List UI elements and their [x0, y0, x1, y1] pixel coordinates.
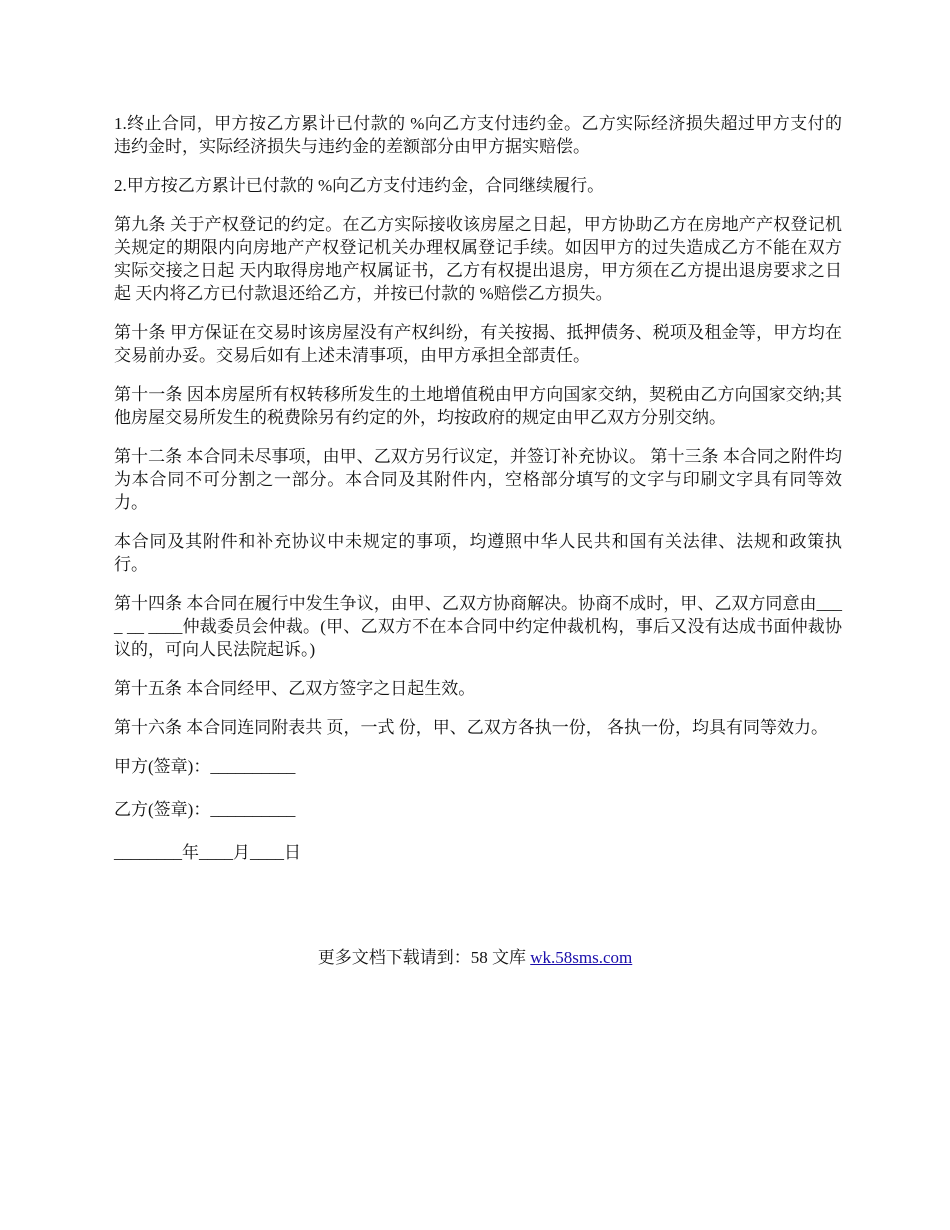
signature-date: ________年____月____日 — [114, 843, 301, 862]
paragraph-article-14: 第十四条 本合同在履行中发生争议，由甲、乙双方协商解决。协商不成时，甲、乙双方同意由____ __ ____仲裁委员会仲裁。(甲、乙双方不在本合同中约定仲裁机构，事后又没有达成书面仲裁协议的，可向人民法院起诉。) — [114, 594, 842, 659]
paragraph-article-10: 第十条 甲方保证在交易时该房屋没有产权纠纷，有关按揭、抵押债务、税项及租金等，甲方均在交易前办妥。交易后如有上述未清事项，由甲方承担全部责任。 — [114, 323, 842, 365]
signature-party-a: 甲方(签章)：__________ — [114, 757, 296, 776]
paragraph-article-15: 第十五条 本合同经甲、乙双方签字之日起生效。 — [114, 679, 476, 698]
footer — [0, 946, 950, 969]
paragraph-continue-clause: 2.甲方按乙方累计已付款的 %向乙方支付违约金，合同继续履行。 — [114, 176, 605, 195]
paragraph-article-9: 第九条 关于产权登记的约定。在乙方实际接收该房屋之日起，甲方协助乙方在房地产产权登记机关规定的期限内向房地产产权登记机关办理权属登记手续。如因甲方的过失造成乙方不能在双方实际交接之日起 天内取得房地产权属证书，乙方有权提出退房，甲方须在乙方提出退房要求之日起 天内将乙方已付款退还给乙方，并按已付款的 %赔偿乙方损失。 — [114, 215, 842, 303]
footer-link[interactable]: wk.58sms.com — [530, 948, 633, 967]
paragraph-article-12-13: 第十二条 本合同未尽事项，由甲、乙双方另行议定，并签订补充协议。 第十三条 本合同之附件均为本合同不可分割之一部分。本合同及其附件内，空格部分填写的文字与印刷文字具有同等效力。 — [114, 447, 842, 512]
paragraph-termination-clause: 1.终止合同，甲方按乙方累计已付款的 %向乙方支付违约金。乙方实际经济损失超过甲方支付的违约金时，实际经济损失与违约金的差额部分由甲方据实赔偿。 — [114, 114, 842, 156]
footer-text: 更多文档下载请到：58 文库 — [317, 948, 531, 967]
paragraph-article-16: 第十六条 本合同连同附表共 页，一式 份，甲、乙双方各执一份， 各执一份，均具有同等效力。 — [114, 718, 828, 737]
signature-party-b: 乙方(签章)：__________ — [114, 800, 296, 819]
paragraph-supplementary-law: 本合同及其附件和补充协议中未规定的事项，均遵照中华人民共和国有关法律、法规和政策执行。 — [114, 532, 842, 574]
document-body — [114, 112, 842, 884]
paragraph-article-11: 第十一条 因本房屋所有权转移所发生的土地增值税由甲方向国家交纳，契税由乙方向国家交纳;其他房屋交易所发生的税费除另有约定的外，均按政府的规定由甲乙双方分别交纳。 — [114, 385, 842, 427]
